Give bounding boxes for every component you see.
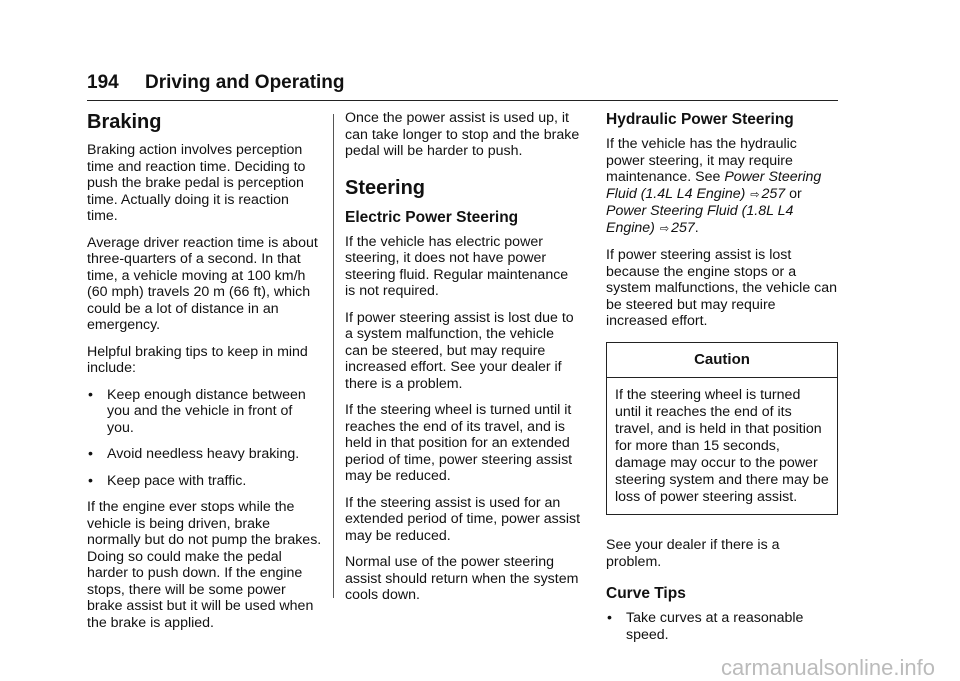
page-number: 194: [87, 72, 119, 93]
braking-tip: [87, 446, 322, 463]
curve-tips-heading: Curve Tips: [606, 585, 686, 602]
column-1: [87, 110, 322, 641]
braking-tip-text: Keep enough distance between you and the vehicle in front of you.: [107, 386, 306, 436]
braking-heading: Braking: [87, 111, 162, 133]
electric-paragraph-5: Normal use of the power steering assist should return when the system cools down.: [345, 554, 579, 603]
steering-heading: Steering: [345, 176, 426, 199]
section-title: Driving and Operating: [145, 72, 345, 93]
curve-tip-text: Take curves at a reasonable speed.: [626, 610, 804, 643]
conjunction-text: or: [785, 185, 802, 202]
bullet-marker: •: [607, 610, 612, 626]
electric-paragraph-1: If the vehicle has electric power steering, it does not have power steering fluid. Regular maintenance is not required.: [345, 233, 569, 299]
hydraulic-paragraph-2: If power steering assist is lost because the engine stops or a system malfunctions, the vehicle can be steered but may require increased effort.: [606, 247, 838, 329]
bullet-marker: •: [88, 386, 93, 403]
braking-paragraph-1: Braking action involves perception time and reaction time. Deciding to push the brake pedal is perception time. Actually doing it is reaction time.: [87, 142, 306, 224]
curve-tip: [606, 610, 838, 643]
braking-tip-text: Avoid needless heavy braking.: [107, 446, 300, 462]
braking-tip: [87, 387, 322, 437]
braking-tip: [87, 473, 322, 490]
braking-tip-text: Keep pace with traffic.: [107, 472, 247, 489]
braking-paragraph-4: If the engine ever stops while the vehicle is being driven, brake normally but do not pump the brakes. Doing so could make the pedal harder to push down. If the engine stops, there will be some power brake assist but it will be used when the brake is applied.: [87, 499, 322, 631]
cross-reference-link[interactable]: Power Steering Fluid (1.8L L4 Engine): [606, 203, 794, 236]
page-reference-arrow-icon: ⇨: [659, 222, 670, 235]
caution-box: [606, 342, 838, 516]
column-2: [345, 110, 580, 614]
braking-paragraph-2: Average driver reaction time is about three-quarters of a second. In that time, a vehicle moving at 100 km/h (60 mph) travels 20 m (66 ft), which could be a lot of distance in an emergency.: [87, 234, 318, 333]
caution-title: Caution: [607, 343, 837, 379]
electric-power-steering-heading: Electric Power Steering: [345, 208, 519, 226]
page-header: [87, 70, 838, 101]
hydraulic-power-steering-heading: Hydraulic Power Steering: [606, 111, 794, 128]
page-reference[interactable]: 257: [761, 185, 786, 202]
page-reference[interactable]: 257: [671, 219, 695, 236]
watermark-text: carmanualsonline.info: [720, 655, 935, 680]
cross-reference-link[interactable]: Power Steering Fluid (1.4L L4 Engine): [606, 169, 822, 202]
column-3: [606, 110, 838, 653]
electric-paragraph-4: If the steering assist is used for an extended period of time, power assist may be reduced.: [345, 494, 581, 544]
column-divider: [333, 114, 334, 598]
bullet-marker: •: [88, 472, 93, 489]
braking-paragraph-5: Once the power assist is used up, it can take longer to stop and the brake pedal will be harder to push.: [345, 110, 580, 159]
after-caution-paragraph: See your dealer if there is a problem.: [606, 537, 780, 570]
period-text: .: [694, 219, 699, 236]
electric-paragraph-3: If the steering wheel is turned until it reaches the end of its travel, and is held in that position for an extended period of time, power steering assist may be reduced.: [345, 402, 573, 484]
caution-body: If the steering wheel is turned until it reaches the end of its travel, and is held in that position for more than 15 seconds, damage may occur to the power steering system and there may be loss of power steering assist.: [615, 387, 829, 505]
bullet-marker: •: [88, 446, 93, 462]
hydraulic-paragraph-1: [606, 136, 838, 237]
hydraulic-text: If the vehicle has the hydraulic power steering, it may require maintenance. See: [606, 136, 797, 185]
braking-paragraph-3: Helpful braking tips to keep in mind include:: [87, 343, 308, 376]
page-reference-arrow-icon: ⇨: [750, 188, 760, 201]
watermark: [0, 655, 960, 681]
electric-paragraph-2: If power steering assist is lost due to a system malfunction, the vehicle can be steered, but may require increased effort. See your dealer if there is a problem.: [345, 309, 574, 392]
